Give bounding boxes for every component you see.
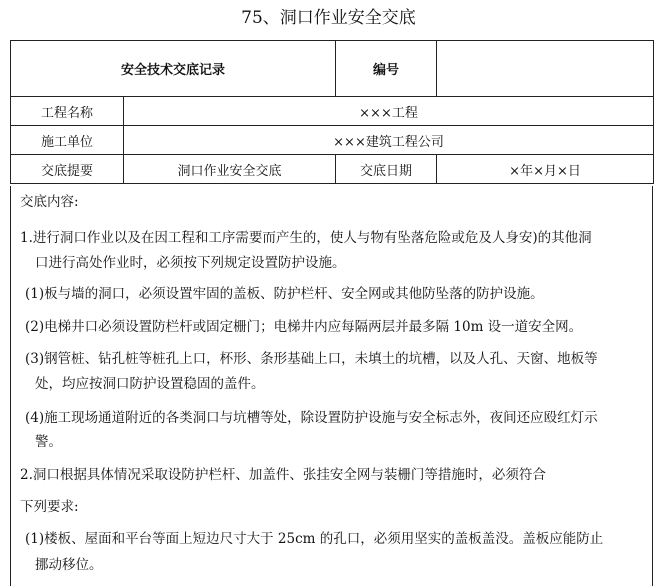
item-3-line-2: 处，均应按洞口防护设置稳固的盖件。 [35, 376, 265, 392]
date-value: ×年×月×日 [437, 155, 654, 184]
construction-unit-label: 施工单位 [11, 126, 124, 155]
project-name-label: 工程名称 [11, 97, 124, 126]
construction-unit-value: ×××建筑工程公司 [124, 126, 654, 155]
item-1: (1)板与墙的洞口，必须设置牢固的盖板、防护栏杆、安全网或其他防坠落的防护设施。 [25, 286, 544, 302]
number-value-cell [437, 41, 654, 97]
construction-unit-row [11, 126, 654, 155]
paragraph-1-line-1: 1.进行洞口作业以及在因工程和工序需要而产生的，使人与物有坠落危险或危及人身安)的其他洞 [20, 230, 592, 246]
disclosure-info-table [10, 40, 654, 184]
table-header-row [11, 41, 654, 97]
project-name-value: ×××工程 [124, 97, 654, 126]
item-2: (2)电梯井口必须设置防栏杆或固定栅门；电梯井内应每隔两层并最多隔 10m 设一道安全网。 [25, 319, 583, 335]
item-4-line-2: 警。 [35, 434, 62, 450]
sub-item-1-line-1: (1)楼板、屋面和平台等面上短边尺寸大于 25cm 的孔口，必须用坚实的盖板盖没。盖板应能防止 [25, 531, 604, 547]
record-title-cell: 安全技术交底记录 [11, 41, 336, 97]
date-label: 交底日期 [336, 155, 437, 184]
summary-row [11, 155, 654, 184]
disclosure-content [10, 186, 653, 586]
paragraph-2-line-1: 2.洞口根据具体情况采取设防护栏杆、加盖件、张挂安全网与装栅门等措施时，必须符合 [20, 467, 546, 483]
document-title: 75、洞口作业安全交底 [241, 8, 416, 28]
content-heading: 交底内容: [20, 194, 79, 210]
paragraph-2-line-2: 下列要求: [20, 499, 79, 515]
summary-value: 洞口作业安全交底 [124, 155, 336, 184]
paragraph-1-line-2: 口进行高处作业时，必须按下列规定设置防护设施。 [35, 255, 346, 271]
summary-label: 交底提要 [11, 155, 124, 184]
sub-item-1-line-2: 挪动移位。 [35, 557, 103, 573]
item-4-line-1: (4)施工现场通道附近的各类洞口与坑槽等处，除设置防护设施与安全标志外，夜间还应殴红灯示 [25, 410, 598, 426]
item-3-line-1: (3)钢管桩、钻孔桩等桩孔上口，杯形、条形基础上口，未填土的坑槽，以及人孔、天窗、地板等 [25, 351, 598, 367]
number-label-cell: 编号 [336, 41, 437, 97]
project-name-row [11, 97, 654, 126]
